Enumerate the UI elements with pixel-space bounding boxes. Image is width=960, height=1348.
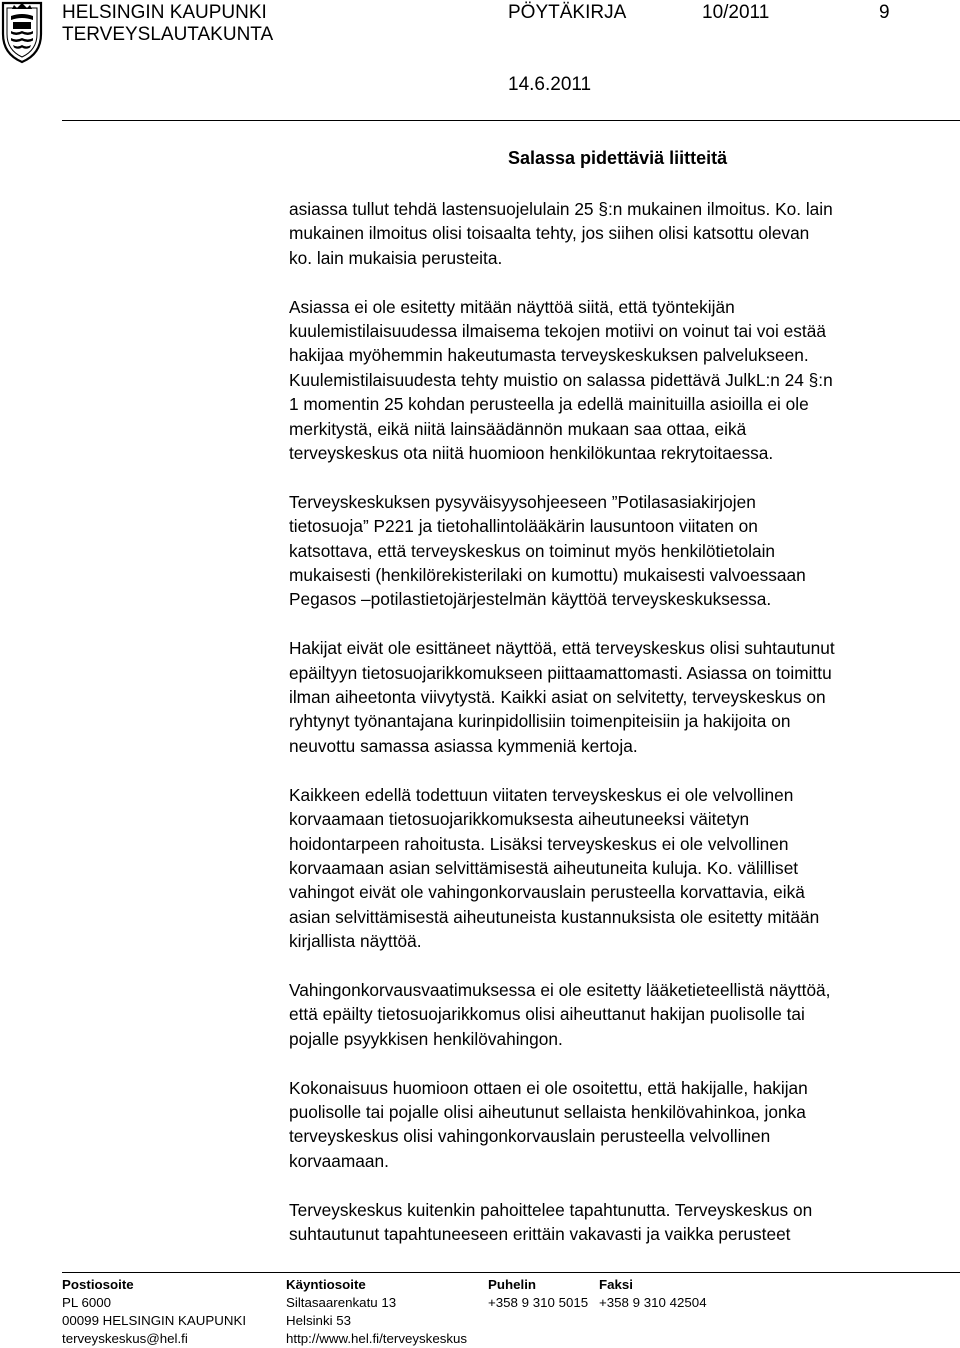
text-line: Kuulemistilaisuudesta tehty muistio on salassa pidettävä JulkL:n 24 §:n — [289, 369, 833, 390]
footer-label-postal: Postiosoite — [62, 1277, 134, 1292]
footer-postal-city: 00099 HELSINGIN KAUPUNKI — [62, 1313, 247, 1328]
footer-city: Helsinki 53 — [286, 1313, 352, 1328]
text-line: korvaamaan asian selvittämisestä aiheutuneita kuluja. Ko. välilliset — [289, 857, 799, 878]
section-title: Salassa pidettäviä liitteitä — [508, 148, 728, 168]
paragraph — [289, 978, 949, 1051]
committee-name: TERVEYSLAUTAKUNTA — [62, 24, 274, 45]
text-line: korvaamaan. — [289, 1150, 389, 1171]
footer-label-visiting: Käyntiosoite — [286, 1277, 366, 1292]
text-line: Vahingonkorvausvaatimuksessa ei ole esitetty lääketieteellistä näyttöä, — [289, 979, 831, 1000]
text-line: Hakijat eivät ole esittäneet näyttöä, että terveyskeskus olisi suhtautunut — [289, 638, 835, 659]
text-line: 1 momentin 25 kohdan perusteella ja edellä mainituilla asioilla ei ole — [289, 394, 809, 415]
paragraph — [289, 490, 949, 612]
text-line: mukainen ilmoitus olisi toisaalta tehty, jos siihen olisi katsottu olevan — [289, 223, 810, 244]
text-line: pojalle psyykkisen henkilövahingon. — [289, 1028, 563, 1049]
text-line: neuvottu samassa asiassa kymmeniä kertoja. — [289, 735, 638, 756]
meeting-date: 14.6.2011 — [508, 74, 592, 95]
footer-fax-number: +358 9 310 42504 — [599, 1295, 707, 1310]
text-line: tietosuoja” P221 ja tietohallintolääkärin lausuntoon viitaten on — [289, 516, 758, 537]
text-line: epäiltyyn tietosuojarikkomukseen piittaamattomasti. Asiassa on toimittu — [289, 662, 832, 683]
footer-postal-address — [62, 1276, 246, 1348]
text-line: kuulemistilaisuudessa ilmaisema tekojen motiivi on voinut tai voi estää — [289, 321, 826, 342]
footer-visiting-address — [286, 1276, 467, 1348]
text-line: hakijaa myöhemmin hakeutumasta terveyskeskuksen palvelukseen. — [289, 345, 809, 366]
text-line: asiassa tullut tehdä lastensuojelulain 25 §:n mukainen ilmoitus. Ko. lain — [289, 199, 833, 219]
footer-phone-number: +358 9 310 5015 — [488, 1295, 589, 1310]
footer-divider — [62, 1272, 960, 1273]
text-line: Kaikkeen edellä todettuun viitaten terveyskeskus ei ole velvollinen — [289, 784, 794, 805]
helsinki-coat-of-arms-icon — [0, 0, 44, 64]
footer-label-fax: Faksi — [599, 1277, 634, 1292]
org-name: HELSINGIN KAUPUNKI — [62, 2, 267, 23]
text-line: ryhtynyt työnantajana kurinpidollisiin toimenpiteisiin ja hakijoita on — [289, 711, 791, 732]
text-line: mukaisesti (henkilörekisterilaki on kumottu) mukaisesti valvoessaan — [289, 565, 806, 586]
document-type: PÖYTÄKIRJA — [508, 2, 627, 23]
text-line: vahingot eivät ole vahingonkorvauslain perusteella korvattavia, eikä — [289, 882, 805, 903]
text-line: kirjallista näyttöä. — [289, 931, 422, 952]
text-line: katsottava, että terveyskeskus on toiminut myös henkilötietolain — [289, 540, 776, 561]
paragraph — [289, 636, 949, 758]
text-line: korvaamaan tietosuojarikkomuksesta aiheutuneeksi väitetyn — [289, 809, 750, 830]
text-line: ko. lain mukaisia perusteita. — [289, 247, 503, 268]
footer-phone — [488, 1276, 588, 1312]
text-line: että epäilty tietosuojarikkomus olisi aiheuttanut hakijan puolisolle tai — [289, 1004, 805, 1025]
text-line: terveyskeskus olisi vahingonkorvauslain perusteella velvollinen — [289, 1126, 771, 1147]
text-line: Terveyskeskus kuitenkin pahoittelee tapahtunutta. Terveyskeskus on — [289, 1199, 813, 1220]
text-line: terveyskeskus ota niitä huomioon henkilökuntaa rekrytoitaessa. — [289, 443, 774, 464]
text-line: Pegasos –potilastietojärjestelmän käyttöä terveyskeskuksessa. — [289, 589, 772, 610]
paragraph — [289, 295, 949, 466]
text-line: suhtautunut tapahtuneeseen erittäin vakavasti ja vaikka perusteet — [289, 1223, 791, 1244]
footer-street: Siltasaarenkatu 13 — [286, 1295, 397, 1310]
text-line: Kokonaisuus huomioon ottaen ei ole osoitettu, että hakijalle, hakijan — [289, 1077, 808, 1098]
footer-website-link[interactable]: http://www.hel.fi/terveyskeskus — [286, 1331, 468, 1346]
page-number: 9 — [879, 2, 890, 23]
text-line: hoidontarpeen rahoitusta. Lisäksi terveyskeskus ei ole velvollinen — [289, 833, 789, 854]
paragraph — [289, 197, 949, 270]
text-line: ilman aiheetonta viivytystä. Kaikki asiat on selvitetty, terveyskeskus on — [289, 687, 826, 708]
footer-label-phone: Puhelin — [488, 1277, 537, 1292]
text-line: asian selvittämisestä aiheutuneista kustannuksista ole esitetty mitään — [289, 906, 820, 927]
text-line: merkitystä, eikä niitä lainsäädännön mukaan saa ottaa, eikä — [289, 418, 747, 439]
header-divider — [62, 120, 960, 121]
text-line: Asiassa ei ole esitetty mitään näyttöä siitä, että työntekijän — [289, 296, 735, 317]
text-line: Terveyskeskuksen pysyväisyysohjeeseen ”Potilasasiakirjojen — [289, 491, 756, 512]
paragraph — [289, 783, 949, 954]
footer-fax — [599, 1276, 707, 1312]
paragraph — [289, 1076, 949, 1174]
body-text — [289, 197, 949, 1246]
paragraph — [289, 1198, 949, 1247]
document-number: 10/2011 — [702, 2, 770, 23]
footer-email-link[interactable]: terveyskeskus@hel.fi — [62, 1331, 188, 1346]
text-line: puolisolle tai pojalle olisi aiheutunut sellaista henkilövahinkoa, jonka — [289, 1101, 806, 1122]
footer-postal-box: PL 6000 — [62, 1295, 112, 1310]
